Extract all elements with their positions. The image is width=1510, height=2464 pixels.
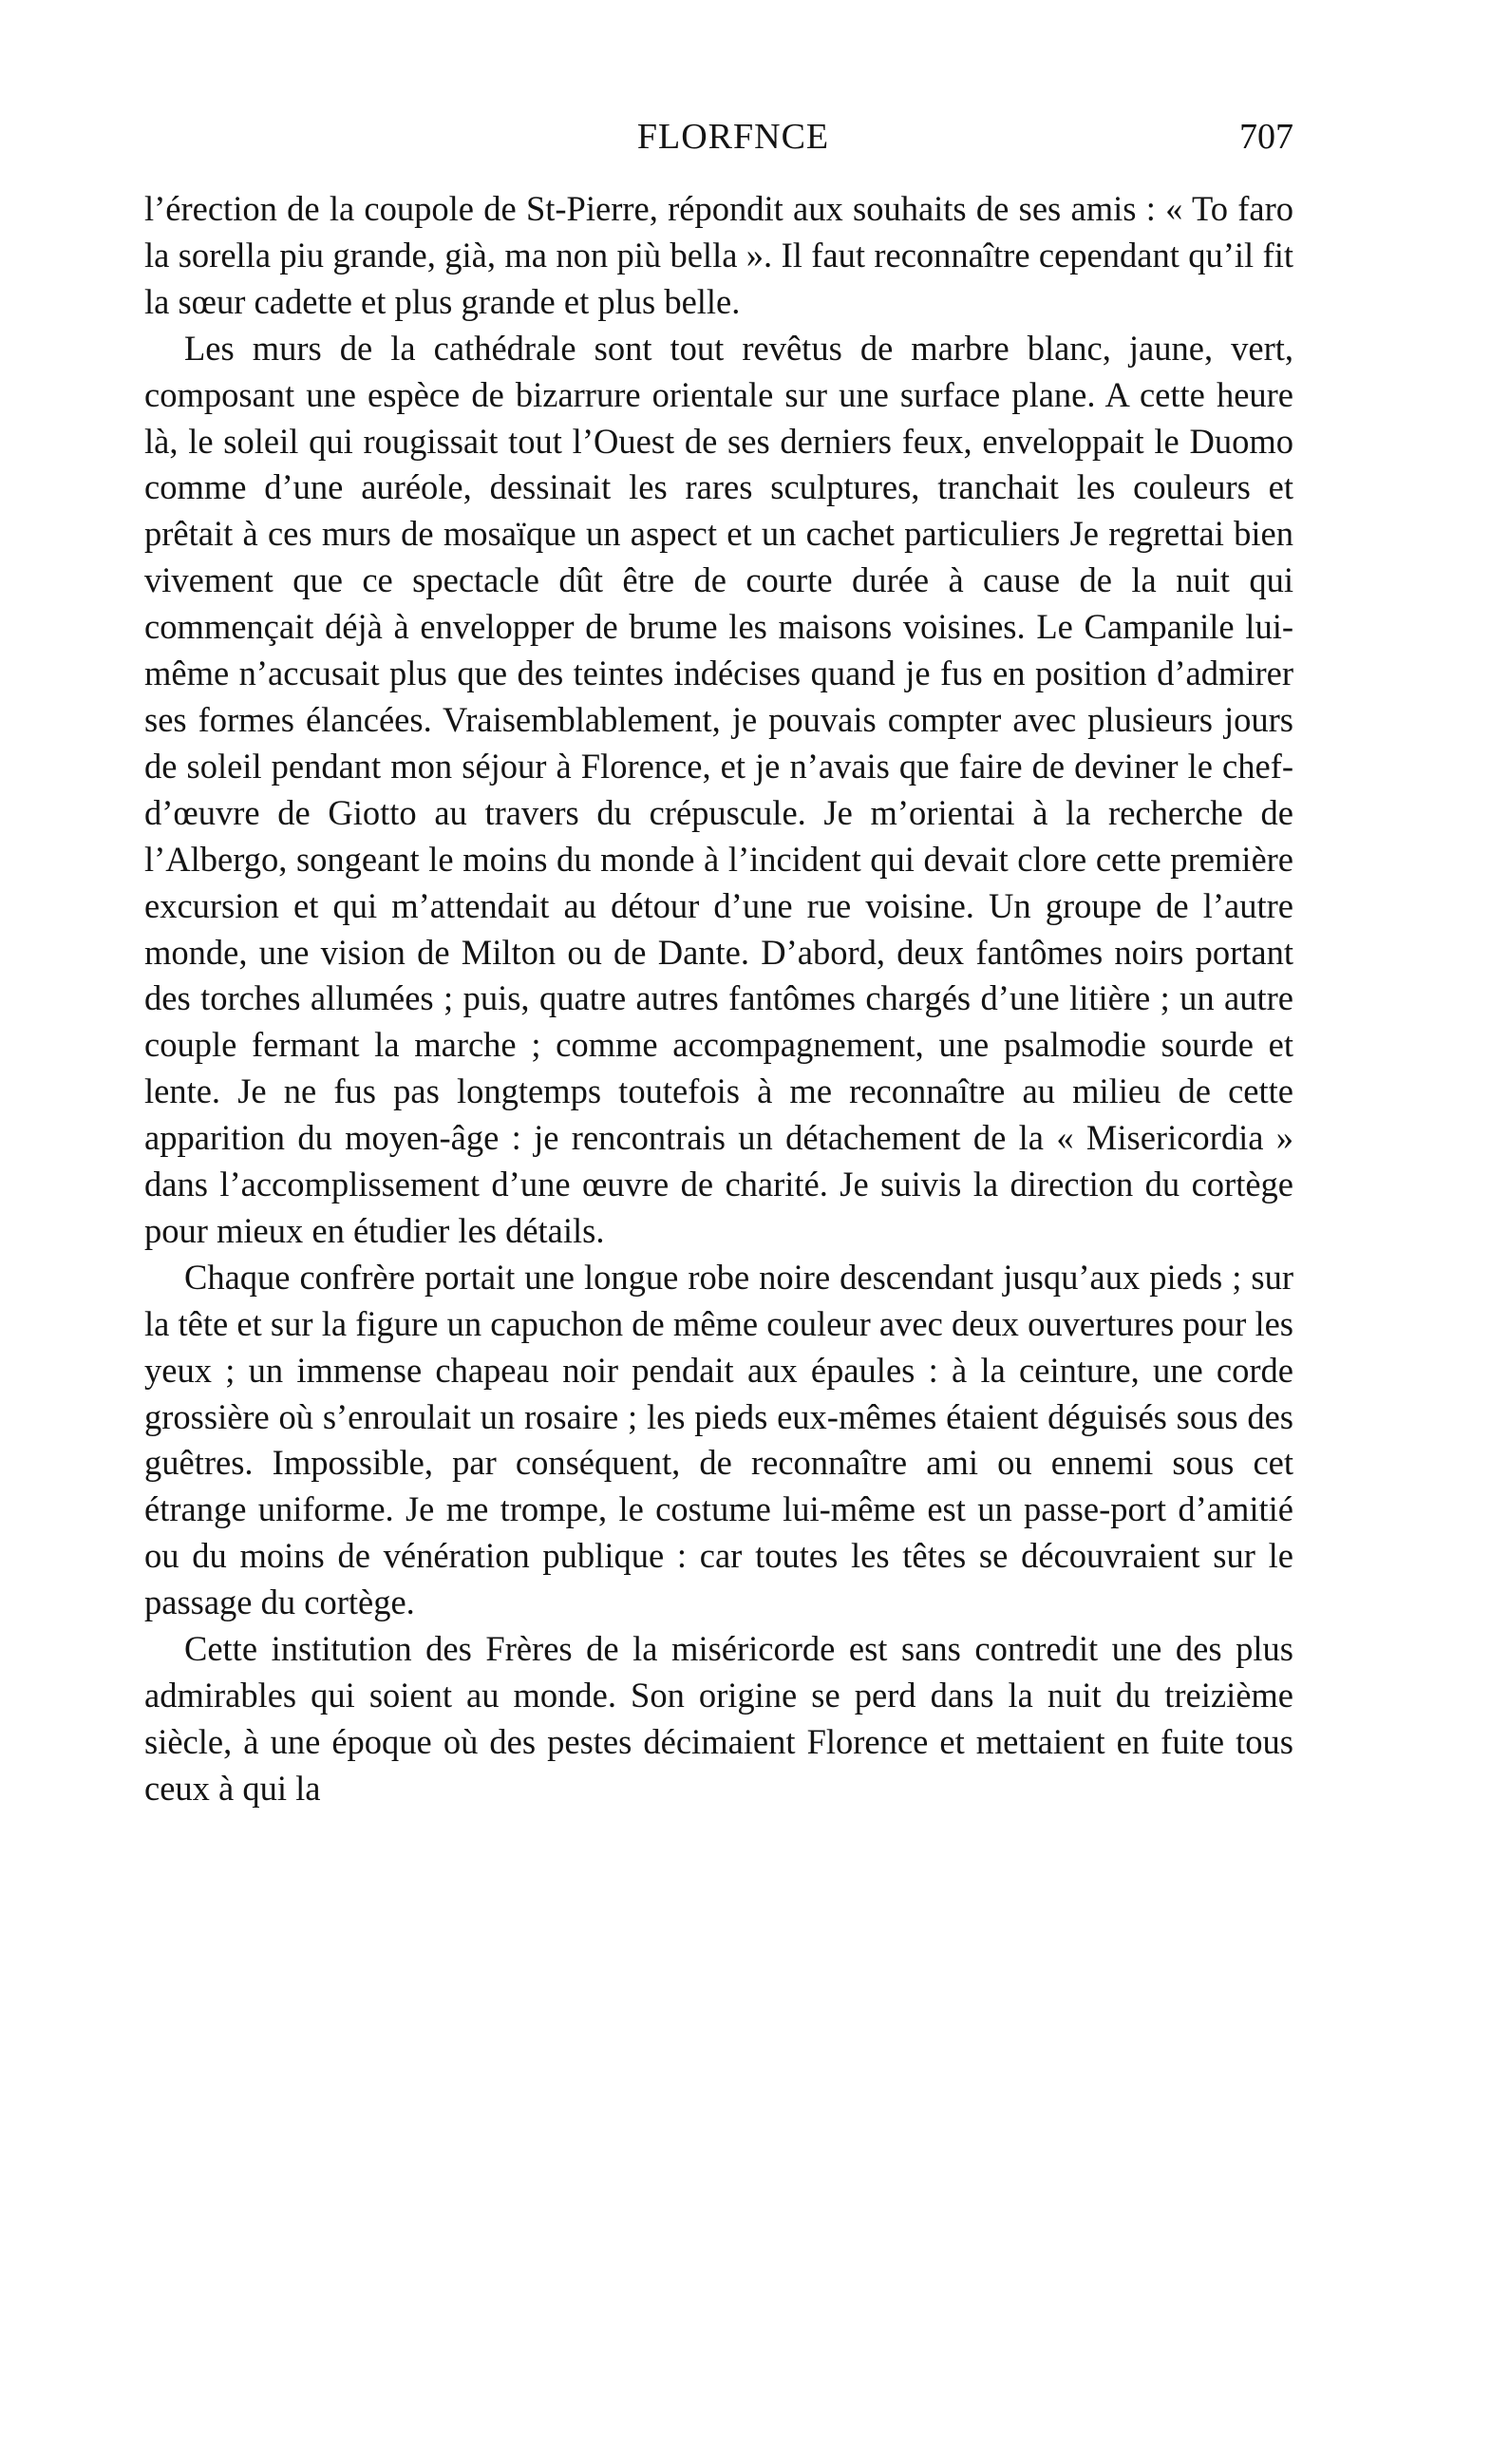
body-text — [144, 186, 1293, 1812]
paragraph-cathedral: Les murs de la cathédrale sont tout revêtus de marbre blanc, jaune, vert, composant une espèce de bizarrure orientale sur une surface plane. A cette heure là, le soleil qui rougissait tout l’Ouest de ses derniers feux, enveloppait le Duomo comme d’une auréole, dessinait les rares sculptures, tranchait les couleurs et prêtait à ces murs de mosaïque un aspect et un cachet particuliers Je regrettai bien vivement que ce spectacle dût être de courte durée à cause de la nuit qui commençait déjà à envelopper de brume les maisons voisines. Le Campanile lui-même n’accusait plus que des teintes indécises quand je fus en position d’admirer ses formes élancées. Vraisemblablement, je pouvais compter avec plusieurs jours de soleil pendant mon séjour à Florence, et je n’avais que faire de deviner le chef-d’œuvre de Giotto au travers du crépuscule. Je m’orientai à la recherche de l’Albergo, songeant le moins du monde à l’incident qui devait clore cette première excursion et qui m’attendait au détour d’une rue voisine. Un groupe de l’autre monde, une vision de Milton ou de Dante. D’abord, deux fantômes noirs portant des torches allumées ; puis, quatre autres fantômes chargés d’une litière ; un autre couple fermant la marche ; comme accompagnement, une psalmodie sourde et lente. Je ne fus pas longtemps toutefois à me reconnaître au milieu de cette apparition du moyen-âge : je rencontrais un détachement de la « Misericordia » dans l’accomplissement d’une œuvre de charité. Je suivis la direction du cortège pour mieux en étudier les détails. — [144, 328, 1293, 1250]
paragraph-continuation: l’érection de la coupole de St-Pierre, répondit aux souhaits de ses amis : « To faro la sorella piu grande, già, ma non più bella ». Il faut reconnaître cependant qu’il fit la sœur cadette et plus grande et plus belle. — [144, 189, 1293, 321]
page-number: 707 — [1239, 117, 1293, 157]
paragraph-confrere: Chaque confrère portait une longue robe noire descendant jusqu’aux pieds ; sur la tête et sur la figure un capuchon de même couleur avec deux ouvertures pour les yeux ; un immense chapeau noir pendait aux épaules : à la ceinture, une corde grossière où s’enroulait un rosaire ; les pieds eux-mêmes étaient déguisés sous des guêtres. Impossible, par conséquent, de reconnaître ami ou ennemi sous cet étrange uniforme. Je me trompe, le costume lui-même est un passe-port d’amitié ou du moins de vénération publique : car toutes les têtes se découvraient sur le passage du cortège. — [144, 1257, 1293, 1622]
paragraph-institution: Cette institution des Frères de la miséricorde est sans contredit une des plus admirables qui soient au monde. Son origine se perd dans la nuit du treizième siècle, à une époque où des pestes décimaient Florence et mettaient en fuite tous ceux à qui la — [144, 1629, 1293, 1808]
running-title: FLORFNCE — [636, 117, 830, 157]
running-head — [144, 116, 1293, 173]
